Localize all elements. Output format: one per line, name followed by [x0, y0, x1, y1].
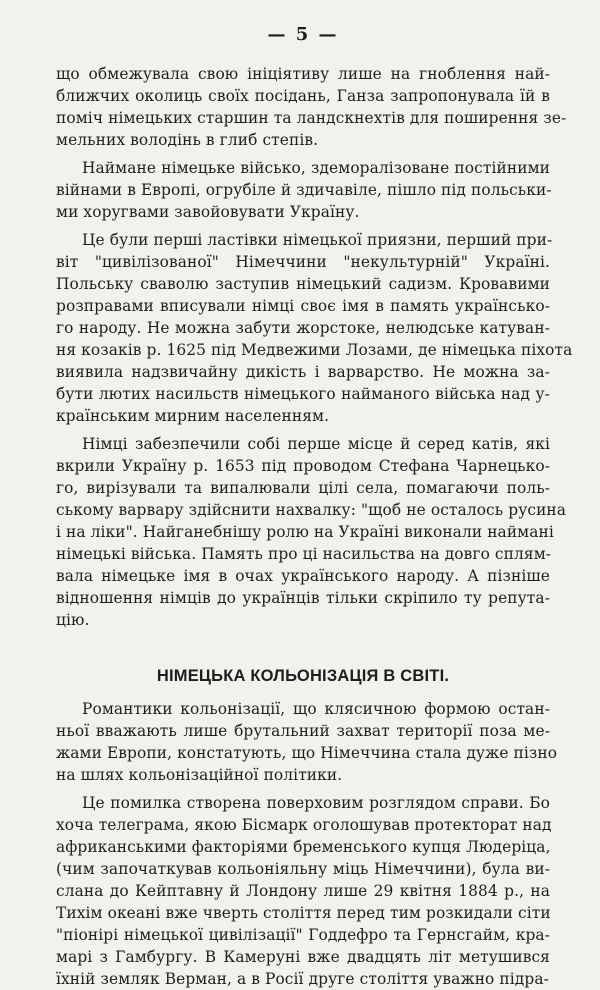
text-line: Польську сваволю заступив німецький садизм. Кровавими [56, 275, 550, 293]
paragraph [56, 792, 550, 990]
paragraph [56, 63, 567, 151]
text-line: виявила надзвичайну дикість і варварство. Не можна за- [56, 363, 550, 381]
text-line: ньої вважають лише брутальний захват території поза ме- [56, 722, 550, 740]
text-line: мельних володінь в глиб степів. [56, 131, 319, 149]
text-line: цію. [56, 611, 90, 629]
page-number: — 5 — [267, 24, 339, 45]
text-line: відношення німців до українців тільки скріпило ту репута- [56, 589, 550, 607]
text-line: що обмежувала свою ініціятиву лише на гноблення най- [56, 65, 550, 83]
text-line: Це були перші ластівки німецької приязни, перший при- [82, 231, 553, 249]
text-line: африканськими факторіями бременського купця Людеріца, [56, 838, 551, 856]
text-line: країнським мирним населенням. [56, 407, 330, 425]
text-line: поміч німецьких старшин та ландскнехтів для поширення зе- [56, 109, 567, 127]
text-line: (чим започаткував кольоніяльну міць Німеччини), була ви- [56, 860, 550, 878]
text-line: марі з Гамбургу. В Камеруні вже двадцять літ метушився [56, 948, 550, 966]
text-line: ми хоругвами завойовувати Україну. [56, 203, 360, 221]
text-line: хоча телеграма, якою Бісмарк оголошував протекторат над [56, 816, 552, 834]
paragraph [56, 433, 567, 631]
text-line: Романтики кольонізації, що клясичною формою остан- [82, 700, 550, 718]
text-line: Німці забезпечили собі перше місце й серед катів, які [82, 435, 550, 453]
text-line: Тихім океані вже чверть століття перед тим розкидали сіти [56, 904, 551, 922]
text-line: го народу. Не можна забути жорстоке, нелюдське катуван- [56, 319, 550, 337]
text-line: вала німецьке імя в очах українського народу. А пізніше [56, 567, 550, 585]
text-block-before-heading [56, 63, 573, 631]
text-line: їхній земляк Верман, а в Росії друге століття уважно підра- [56, 970, 549, 988]
text-line: розправами вписували німці своє імя в память українсько- [56, 297, 550, 315]
text-line: го, вирізували та випалювали цілі села, помагаючи поль- [56, 479, 550, 497]
text-line: бути лютих насильств німецького найманого війська над у- [56, 385, 550, 403]
text-line: німецькі війська. Память про ці насильства на довго сплям- [56, 545, 552, 563]
text-line: віт "цивілізованої" Німеччини "некультурній" Україні. [56, 253, 550, 271]
paragraph [56, 698, 558, 786]
text-line: "піонірі німецької цивілізації" Годдефро та Гернсгайм, кра- [56, 926, 550, 944]
text-line: і на ліки". Найганебнішу ролю на Україні виконали наймані [56, 523, 554, 541]
paragraph [56, 229, 573, 427]
text-line: жами Европи, констатують, що Німеччина стала дуже пізно [56, 744, 558, 762]
text-line: вкрили Україну р. 1653 під проводом Стефана Чарнецько- [56, 457, 550, 475]
text-line: Це помилка створена поверховим розглядом справи. Бо [82, 794, 550, 812]
section-heading: НІМЕЦЬКА КОЛЬОНІЗАЦІЯ В СВІТІ. [156, 667, 450, 685]
text-line: ближчих околиць своїх посідань, Ганза запропонувала їй в [56, 87, 550, 105]
text-line: Наймане німецьке військо, здеморалізоване постійними [82, 159, 550, 177]
paragraph [56, 157, 550, 223]
text-line: слана до Кейптавну й Лондону лише 29 квітня 1884 р., на [56, 882, 550, 900]
text-line: на шлях кольонізаційної політики. [56, 766, 343, 784]
text-line: війнами в Европі, огрубіле й здичавіле, пішло під польськи- [56, 181, 552, 199]
text-line: ня козаків р. 1625 під Медвежими Лозами, де німецька піхота [56, 341, 573, 359]
text-block-after-heading [56, 698, 558, 990]
text-line: ському варвару здійснити нахвалку: "щоб не осталось русина [56, 501, 567, 519]
